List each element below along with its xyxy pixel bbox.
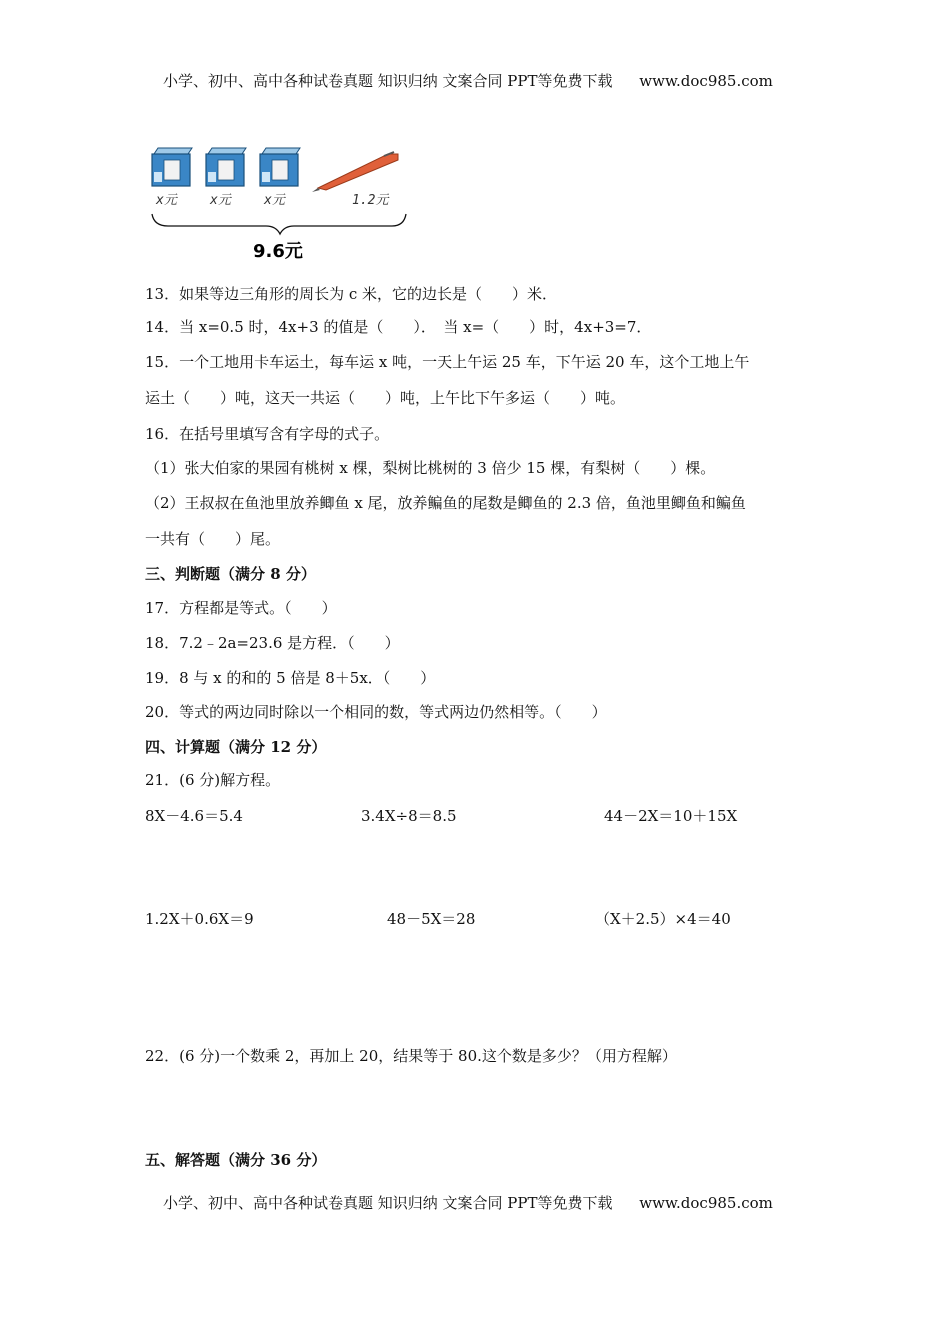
question-19: 19．8 与 x 的和的 5 倍是 8＋5x．（ ）: [145, 669, 436, 687]
question-17: 17．方程都是等式。（ ）: [145, 599, 337, 617]
question-20: 20．等式的两边同时除以一个相同的数，等式两边仍然相等。（ ）: [145, 703, 607, 721]
equation: 48－5X＝28: [387, 910, 476, 928]
total-price-label: 9.6元: [253, 241, 303, 262]
header-url[interactable]: www.doc985.com: [639, 72, 773, 90]
page-footer: [163, 1192, 773, 1213]
question-15-line1: 15．一个工地用卡车运土，每车运 x 吨，一天上午运 25 车，下午运 20 车，这个工地上午: [145, 353, 750, 371]
footer-url[interactable]: www.doc985.com: [639, 1194, 773, 1212]
box-price-label: x元: [156, 193, 177, 208]
pen-price-label: 1.2元: [352, 193, 389, 208]
equation: 3.4X÷8＝8.5: [361, 807, 457, 825]
question-15-line2: 运土（ ）吨，这天一共运（ ）吨，上午比下午多运（ ）吨。: [145, 389, 626, 407]
question-22: 22．(6 分)一个数乘 2，再加上 20，结果等于 80.这个数是多少？（用方程解）: [145, 1047, 677, 1065]
question-16-part1: （1）张大伯家的果园有桃树 x 棵，梨树比桃树的 3 倍少 15 棵，有梨树（ ）棵。: [145, 459, 716, 477]
question-14: 14．当 x=0.5 时，4x+3 的值是（ ）． 当 x=（ ）时，4x+3=7．: [145, 318, 652, 336]
section-4-title: 四、计算题（满分 12 分）: [145, 738, 327, 756]
page-header: [163, 70, 773, 91]
milk-carton-icon: [260, 148, 300, 186]
header-text: 小学、初中、高中各种试卷真题 知识归纳 文案合同 PPT等免费下载: [163, 72, 613, 90]
total-brace: [152, 214, 406, 234]
footer-text: 小学、初中、高中各种试卷真题 知识归纳 文案合同 PPT等免费下载: [163, 1194, 613, 1212]
section-3-title: 三、判断题（满分 8 分）: [145, 565, 316, 583]
price-figure: [148, 142, 413, 267]
equation: 1.2X＋0.6X＝9: [145, 910, 254, 928]
question-16-part2-line2: 一共有（ ）尾。: [145, 530, 281, 548]
question-13: 13．如果等边三角形的周长为 c 米，它的边长是（ ）米．: [145, 285, 558, 303]
milk-carton-icon: [152, 148, 192, 186]
pen-icon: [312, 152, 398, 192]
question-21: 21．(6 分)解方程。: [145, 771, 281, 789]
question-16-part2-line1: （2）王叔叔在鱼池里放养鲫鱼 x 尾，放养鳊鱼的尾数是鲫鱼的 2.3 倍，鱼池里鲫鱼和鳊鱼: [145, 494, 746, 512]
equation: 44－2X＝10＋15X: [604, 807, 738, 825]
box-price-label: x元: [210, 193, 231, 208]
equation: （X＋2.5）×4＝40: [595, 910, 731, 928]
question-16: 16．在括号里填写含有字母的式子。: [145, 425, 390, 443]
box-price-label: x元: [264, 193, 285, 208]
section-5-title: 五、解答题（满分 36 分）: [145, 1151, 327, 1169]
milk-carton-icon: [206, 148, 246, 186]
equation: 8X－4.6＝5.4: [145, 807, 243, 825]
question-18: 18．7.2﹣2a=23.6 是方程．（ ）: [145, 634, 400, 652]
